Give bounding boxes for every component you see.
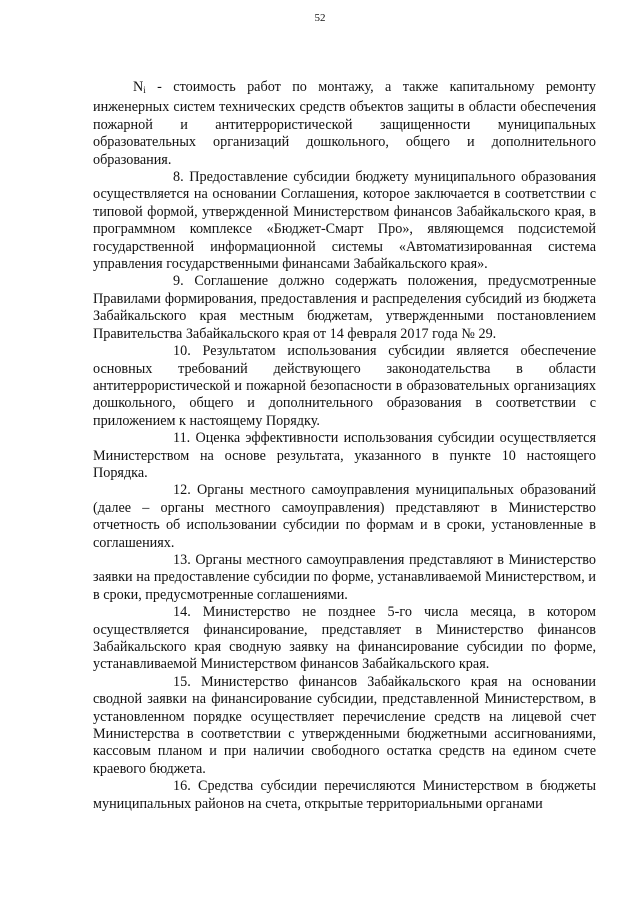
paragraph-text: Соглашение должно содержать положения, предусмотренные Правилами формирования, предоставления и распределения субсидий из бюджета Забайкальского края местным бюджетам, утвержденными постановлением Правительства Забайкальского края от 14 февраля 2017 года № 29.	[93, 273, 597, 342]
intro-paragraph	[93, 79, 596, 169]
variable-subscript: i	[143, 85, 146, 95]
intro-text: - стоимость работ по монтажу, а также капитальному ремонту инженерных систем технических средств объектов защиты в области обеспечения пожарной и антитеррористической защищенности муниципальных образовательных организаций дошкольного, общего и дополнительного образования.	[93, 79, 596, 168]
paragraph-number: 16.	[173, 778, 191, 795]
paragraph-13	[93, 552, 596, 604]
paragraph-9	[93, 273, 596, 343]
paragraph-number: 14.	[173, 604, 191, 621]
paragraph-14	[93, 604, 596, 674]
paragraph-8	[93, 169, 596, 273]
variable-symbol: N	[133, 79, 144, 95]
paragraph-text: Оценка эффективности использования субсидии осуществляется Министерством на основе результата, указанного в пункте 10 настоящего Порядка.	[93, 430, 597, 481]
page-number: 52	[314, 12, 326, 24]
paragraph-number: 8.	[173, 169, 184, 186]
paragraph-text: Результатом использования субсидии является обеспечение основных требований действующего законодательства в области антитеррористической и пожарной безопасности в образовательных организациях дошкольного, общего и дополнительного образования в соответствии с приложением к настоящему Порядку.	[93, 343, 597, 429]
paragraph-12	[93, 482, 596, 552]
paragraph-number: 12.	[173, 482, 191, 499]
paragraph-10	[93, 343, 596, 430]
paragraph-number: 13.	[173, 551, 191, 568]
document-body	[93, 79, 596, 813]
paragraph-text: Предоставление субсидии бюджету муниципального образования осуществляется на основании Соглашения, которое заключается в соответствии с типовой формой, утвержденной Министерством финансов Забайкальского края, в программном комплексе «Бюджет-Смарт Про», являющемся подсистемой государственной информационной системы «Автоматизированная система управления государственными финансами Забайкальского края».	[93, 169, 597, 273]
paragraph-11	[93, 430, 596, 482]
paragraph-number: 10.	[173, 343, 191, 360]
paragraph-16	[93, 778, 596, 813]
paragraph-number: 11.	[173, 430, 191, 447]
paragraph-text: Органы местного самоуправления муниципальных образований (далее – органы местного самоуправления) представляют в Министерство отчетность об использовании субсидии по формам и в сроки, установленные в соглашениях.	[93, 482, 597, 551]
paragraph-text: Министерство финансов Забайкальского края на основании сводной заявки на финансирование субсидии, представленной Министерством, в установленном порядке осуществляет перечисление средств на лицевой счет Министерства в соответствии с утвержденными бюджетными ассигнованиями, кассовым планом и при наличии свободного остатка средств на едином счете краевого бюджета.	[93, 673, 597, 777]
paragraph-number: 15.	[173, 673, 191, 690]
paragraph-text: Средства субсидии перечисляются Министерством в бюджеты муниципальных районов на счета, открытые территориальными органами	[93, 778, 596, 812]
paragraph-text: Органы местного самоуправления представляют в Министерство заявки на предоставление субсидии по форме, устанавливаемой Министерством, и в сроки, предусмотренные соглашениями.	[93, 551, 597, 603]
paragraph-15	[93, 674, 596, 778]
paragraph-number: 9.	[173, 273, 184, 290]
paragraph-text: Министерство не позднее 5-го числа месяца, в котором осуществляется финансирование, представляет в Министерство финансов Забайкальского края сводную заявку на финансирование субсидии по форме, устанавливаемой Министерством финансов Забайкальского края.	[93, 604, 597, 673]
